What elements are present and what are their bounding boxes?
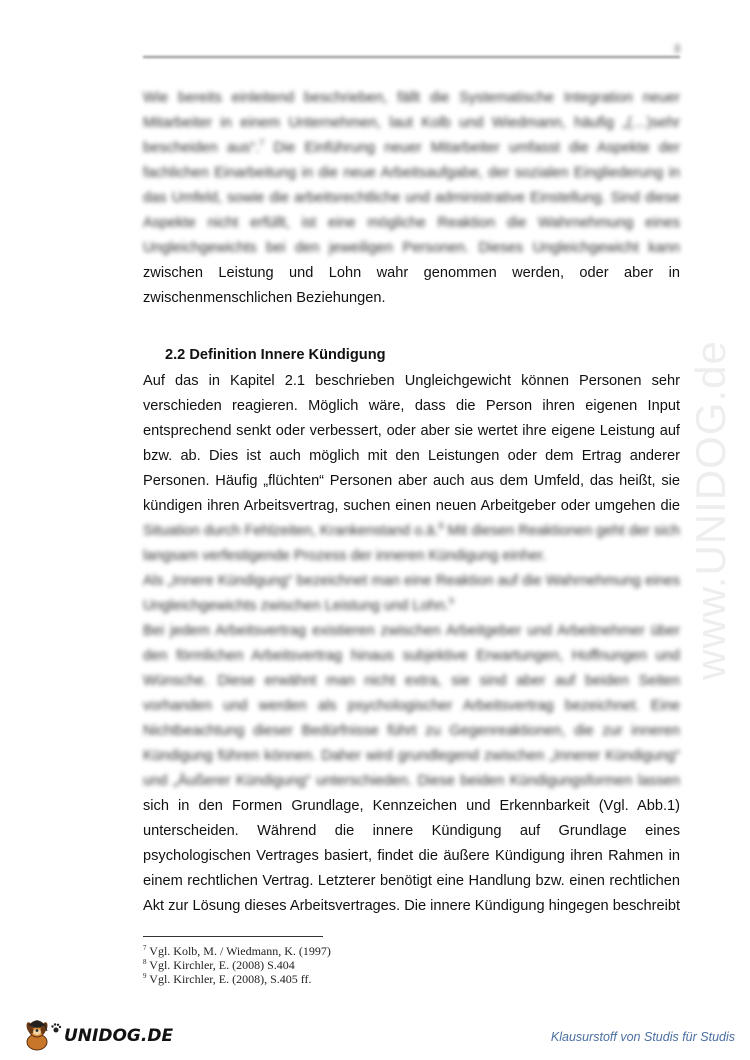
logo-wordmark: UNIDOG.DE	[64, 1026, 174, 1046]
text-fragment: Die Einführung neuer Mitarbeiter umfasst die Aspekte der	[264, 140, 680, 156]
paw-icon	[50, 1022, 62, 1034]
footnote-text: Vgl. Kolb, M. / Wiedmann, K. (1997)	[146, 944, 331, 958]
footnote-mark: 9	[448, 596, 454, 607]
text-line: Mitarbeiter in einem Unternehmen, laut Kolb und Wiedmann, häufig „(…)sehr	[143, 115, 680, 131]
dog-mascot-icon	[22, 1016, 52, 1052]
text-line: fachlichen Einarbeitung in die neue Arbeitsaufgabe, der sozialen Eingliederung in	[143, 165, 680, 181]
footnote-rule	[143, 936, 323, 937]
text-line: das Umfeld, sowie die arbeitsrechtliche und administrative Einstellung. Sind diese	[143, 190, 680, 206]
header-rule	[143, 56, 680, 58]
text-line: Akt zur Lösung dieses Arbeitsvertrages. Die innere Kündigung hingegen beschreibt	[143, 898, 680, 914]
paragraph-intro	[143, 86, 680, 311]
text-line: kündigen ihren Arbeitsvertrag, suchen einen neuen Arbeitgeber oder umgehen die	[143, 498, 680, 514]
text-line: Aspekte nicht erfüllt, ist eine mögliche Reaktion die Wahrnehmung eines	[143, 215, 680, 231]
paragraph-definition	[143, 369, 680, 919]
footnote	[143, 972, 331, 986]
section-heading: 2.2 Definition Innere Kündigung	[165, 347, 386, 363]
footnote	[143, 958, 331, 972]
text-line: Auf das in Kapitel 2.1 beschrieben Ungleichgewicht können Personen sehr	[143, 373, 680, 389]
footnote	[143, 944, 331, 958]
footer-tagline: Klausurstoff von Studis für Studis	[550, 1030, 735, 1044]
watermark	[681, 280, 741, 740]
text-line: Bei jedem Arbeitsvertrag existieren zwischen Arbeitgeber und Arbeitnehmer über	[143, 623, 680, 639]
text-fragment: Situation durch Fehlzeiten, Krankenstand o.ä.	[143, 523, 439, 539]
text-line: Kündigung führen können. Daher wird grundlegend zwischen „Innerer Kündigung“	[143, 748, 680, 764]
text-line: zwischen Leistung und Lohn wahr genommen werden, oder aber in	[143, 265, 680, 281]
page-number: 3	[673, 43, 680, 55]
footnote-mark: 8	[438, 521, 444, 532]
unidog-logo	[22, 1012, 174, 1052]
footnote-mark: 7	[259, 138, 265, 149]
footnote-number: 8	[143, 958, 147, 966]
text-line: Ungleichgewichts bei den jeweiligen Personen. Dieses Ungleichgewicht kann	[143, 240, 680, 256]
text-line: bzw. ab. Dies ist auch möglich mit den Leistungen oder dem Ertrag anderer	[143, 448, 680, 464]
footnotes	[143, 944, 331, 986]
text-line: Wie bereits einleitend beschrieben, fällt die Systematische Integration neuer	[143, 90, 680, 106]
text-line: zwischenmenschlichen Beziehungen.	[143, 290, 386, 306]
text-line: unterscheiden. Während die innere Kündigung auf Grundlage eines	[143, 823, 680, 839]
text-fragment: Mit diesen Reaktionen geht der sich	[443, 523, 680, 539]
text-line: und „Äußerer Kündigung“ unterschieden. Diese beiden Kündigungsformen lassen	[143, 773, 680, 789]
text-line	[143, 594, 680, 619]
text-line: Nichtbeachtung dieser Bedürfnisse führt zu Gegenreaktionen, die zur inneren	[143, 723, 680, 739]
footnote-text: Vgl. Kirchler, E. (2008), S.405 ff.	[146, 972, 312, 986]
watermark-text: www.UNIDOG.de	[687, 340, 735, 680]
text-line: langsam verfestigende Prozess der inneren Kündigung einher.	[143, 548, 547, 564]
text-fragment: Ungleichgewichts zwischen Leistung und Lohn.	[143, 598, 449, 614]
text-line: psychologischen Vertrages basiert, findet die äußere Kündigung ihren Rahmen in	[143, 848, 680, 864]
text-line: sich in den Formen Grundlage, Kennzeichen und Erkennbarkeit (Vgl. Abb.1)	[143, 798, 680, 814]
text-line: den förmlichen Arbeitsvertrag hinaus subjektive Erwartungen, Hoffnungen und	[143, 648, 680, 664]
footnote-number: 9	[143, 972, 147, 980]
text-line: verschieden reagieren. Möglich wäre, dass die Person ihren eigenen Input	[143, 398, 680, 414]
footnote-text: Vgl. Kirchler, E. (2008) S.404	[146, 958, 295, 972]
text-line	[143, 136, 680, 161]
text-line: Wünsche. Diese erwähnt man nicht extra, sie sind aber auf beiden Seiten	[143, 673, 680, 689]
text-fragment: bescheiden aus“.	[143, 140, 260, 156]
text-line: vorhanden und werden als psychologischer Arbeitsvertrag bezeichnet. Eine	[143, 698, 680, 714]
footnote-number: 7	[143, 944, 147, 952]
text-line: entsprechend senkt oder verbessert, oder aber sie wertet ihre eigene Leistung auf	[143, 423, 680, 439]
text-line	[143, 519, 680, 544]
text-line: Personen. Häufig „flüchten“ Personen aber auch aus dem Umfeld, das heißt, sie	[143, 473, 680, 489]
text-line: einem rechtlichen Vertrag. Letzterer benötigt eine Handlung bzw. einen rechtlichen	[143, 873, 680, 889]
text-line: Als „Innere Kündigung“ bezeichnet man eine Reaktion auf die Wahrnehmung eines	[143, 573, 680, 589]
